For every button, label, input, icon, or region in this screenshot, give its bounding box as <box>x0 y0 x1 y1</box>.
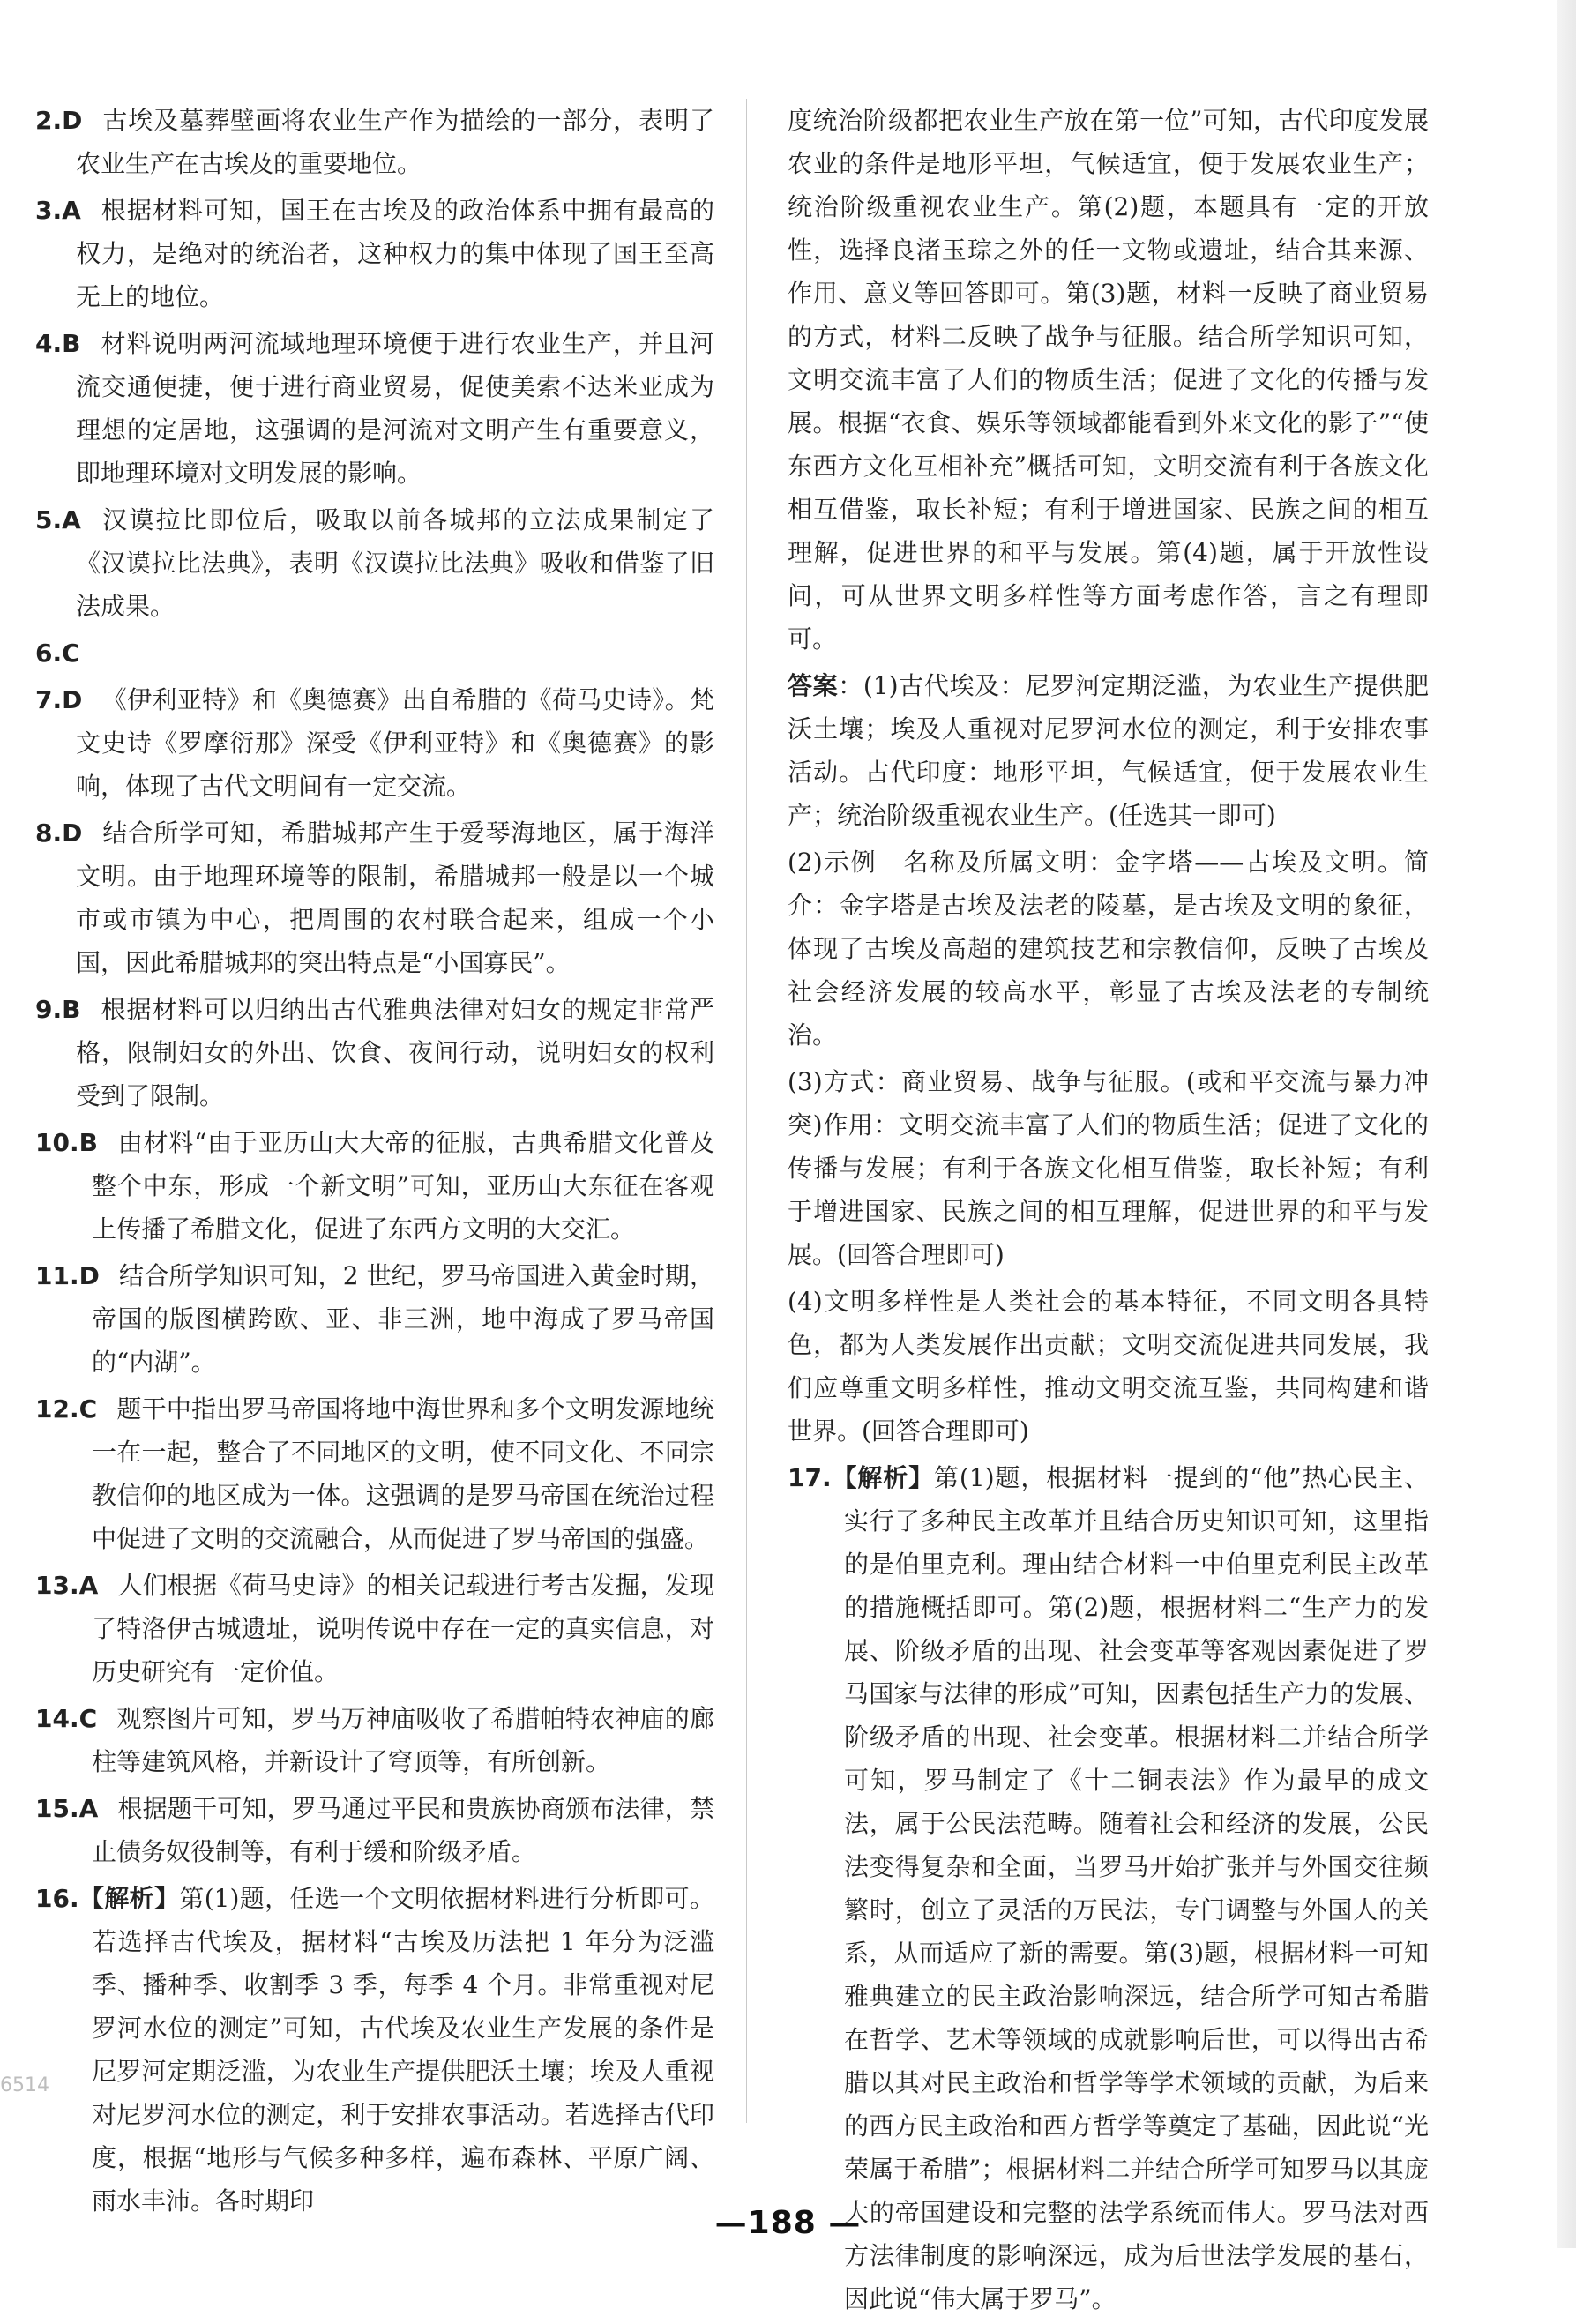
answer-item-11: 11.D 结合所学知识可知，2 世纪，罗马帝国进入黄金时期，帝国的版图横跨欧、亚、非三洲，地中海成了罗马帝国的“内湖”。 <box>35 1261 714 1377</box>
answer-item-6: 6.C <box>35 639 80 668</box>
answer-item-3: 3.A 根据材料可知，国王在古埃及的政治体系中拥有最高的权力，是绝对的统治者，这种权力的集中体现了国王至高无上的地位。 <box>35 196 714 311</box>
right-column <box>788 99 1429 2324</box>
answer-16-part-3: (3)方式：商业贸易、战争与征服。(或和平交流与暴力冲突)作用：文明交流丰富了人们的物质生活；促进了文化的传播与发展；有利于各族文化相互借鉴，取长补短；有利于增进国家、民族之间的相互理解，促进世界的和平与发展。(回答合理即可) <box>788 1067 1429 1269</box>
answer-item-14: 14.C 观察图片可知，罗马万神庙吸收了希腊帕特农神庙的廊柱等建筑风格，并新设计了穹顶等，有所创新。 <box>35 1704 714 1776</box>
answer-item-7: 7.D 《伊利亚特》和《奥德赛》出自希腊的《荷马史诗》。梵文史诗《罗摩衍那》深受《伊利亚特》和《奥德赛》的影响，体现了古代文明间有一定交流。 <box>35 685 714 801</box>
answer-item-15: 15.A 根据题干可知，罗马通过平民和贵族协商颁布法律，禁止债务奴役制等，有利于缓和阶级矛盾。 <box>35 1794 714 1866</box>
answer-item-8: 8.D 结合所学可知，希腊城邦产生于爱琴海地区，属于海洋文明。由于地理环境等的限制，希腊城邦一般是以一个城市或市镇为中心，把周围的农村联合起来，组成一个小国，因此希腊城邦的突出特点是“小国寡民”。 <box>35 818 714 977</box>
column-divider <box>746 99 747 2123</box>
answer-item-4: 4.B 材料说明两河流域地理环境便于进行农业生产，并且河流交通便捷，便于进行商业贸易，促使美索不达米亚成为理想的定居地，这强调的是河流对文明产生有重要意义，即地理环境对文明发展的影响。 <box>35 329 714 488</box>
answer-item-5: 5.A 汉谟拉比即位后，吸取以前各城邦的立法成果制定了《汉谟拉比法典》，表明《汉谟拉比法典》吸收和借鉴了旧法成果。 <box>35 505 714 621</box>
answer-item-12: 12.C 题干中指出罗马帝国将地中海世界和多个文明发源地统一在一起，整合了不同地区的文明，使不同文化、不同宗教信仰的地区成为一体。这强调的是罗马帝国在统治过程中促进了文明的交流融合，从而促进了罗马帝国的强盛。 <box>35 1394 714 1553</box>
answer-16-part-4: (4)文明多样性是人类社会的基本特征，不同文明各具特色，都为人类发展作出贡献；文明交流促进共同发展，我们应尊重文明多样性，推动文明交流互鉴，共同构建和谐世界。(回答合理即可) <box>788 1287 1429 1446</box>
answer-item-13: 13.A 人们根据《荷马史诗》的相关记载进行考古发掘，发现了特洛伊古城遗址，说明传说中存在一定的真实信息，对历史研究有一定价值。 <box>35 1571 714 1686</box>
answer-item-16-analysis: 16.【解析】第(1)题，任选一个文明依据材料进行分析即可。若选择古代埃及，据材料“古埃及历法把 1 年分为泛滥季、播种季、收割季 3 季，每季 4 个月。非常重视对尼罗河水位的测定”可知，古代埃及农业生产发展的条件是尼罗河定期泛滥，为农业生产提供肥沃土壤；埃及人重视对尼罗河水位的测定，利于安排农事活动。若选择古代印度，根据“地形与气候多种多样，遍布森林、平原广阔、雨水丰沛。各时期印 <box>35 1884 714 2216</box>
page-number: —188 — <box>714 2205 862 2241</box>
answer-item-10: 10.B 由材料“由于亚历山大大帝的征服，古典希腊文化普及整个中东，形成一个新文明”可知，亚历山大东征在客观上传播了希腊文化，促进了东西方文明的大交汇。 <box>35 1128 714 1244</box>
answer-item-9: 9.B 根据材料可以归纳出古代雅典法律对妇女的规定非常严格，限制妇女的外出、饮食、夜间行动，说明妇女的权利受到了限制。 <box>35 995 714 1110</box>
answer-16-part-2: (2)示例 名称及所属文明：金字塔——古埃及文明。简介：金字塔是古埃及法老的陵墓，是古埃及文明的象征，体现了古埃及高超的建筑技艺和宗教信仰，反映了古埃及社会经济发展的较高水平，彰显了古埃及法老的专制统治。 <box>788 848 1429 1050</box>
page-edge <box>1557 0 1576 2248</box>
side-mark: 6514 <box>0 2074 49 2096</box>
answer-item-2: 2.D 古埃及墓葬壁画将农业生产作为描绘的一部分，表明了农业生产在古埃及的重要地位。 <box>35 106 714 178</box>
answer-item-17-analysis: 17.【解析】第(1)题，根据材料一提到的“他”热心民主、实行了多种民主改革并且结合历史知识可知，这里指的是伯里克利。理由结合材料一中伯里克利民主改革的措施概括即可。第(2)题，根据材料二“生产力的发展、阶级矛盾的出现、社会变革等客观因素促进了罗马国家与法律的形成”可知，因素包括生产力的发展、阶级矛盾的出现、社会变革。根据材料二并结合所学可知，罗马制定了《十二铜表法》作为最早的成文法，属于公民法范畴。随着社会和经济的发展，公民法变得复杂和全面，当罗马开始扩张并与外国交往频繁时，创立了灵活的万民法，专门调整与外国人的关系，从而适应了新的需要。第(3)题，根据材料一可知雅典建立的民主政治影响深远，结合所学可知古希腊在哲学、艺术等领域的成就影响后世，可以得出古希腊以其对民主政治和哲学等学术领域的贡献，为后来的西方民主政治和西方哲学等奠定了基础，因此说“光荣属于希腊”；根据材料二并结合所学可知罗马以其庞大的帝国建设和完整的法学系统而伟大。罗马法对西方法律制度的影响深远，成为后世法学发展的基石，因此说“伟大属于罗马”。 <box>788 1463 1429 2313</box>
answer-16-part-1: 答案：(1)古代埃及：尼罗河定期泛滥，为农业生产提供肥沃土壤；埃及人重视对尼罗河水位的测定，利于安排农事活动。古代印度：地形平坦，气候适宜，便于发展农业生产；统治阶级重视农业生产。(任选其一即可) <box>788 671 1429 830</box>
left-column <box>35 99 714 2226</box>
answer-item-16-analysis-continued: 度统治阶级都把农业生产放在第一位”可知，古代印度发展农业的条件是地形平坦，气候适宜，便于发展农业生产；统治阶级重视农业生产。第(2)题，本题具有一定的开放性，选择良渚玉琮之外的任一文物或遗址，结合其来源、作用、意义等回答即可。第(3)题，材料一反映了商业贸易的方式，材料二反映了战争与征服。结合所学知识可知，文明交流丰富了人们的物质生活；促进了文化的传播与发展。根据“衣食、娱乐等领域都能看到外来文化的影子”“使东西方文化互相补充”概括可知，文明交流有利于各族文化相互借鉴，取长补短；有利于增进国家、民族之间的相互理解，促进世界的和平与发展。第(4)题，属于开放性设问，可从世界文明多样性等方面考虑作答，言之有理即可。 <box>788 106 1429 654</box>
